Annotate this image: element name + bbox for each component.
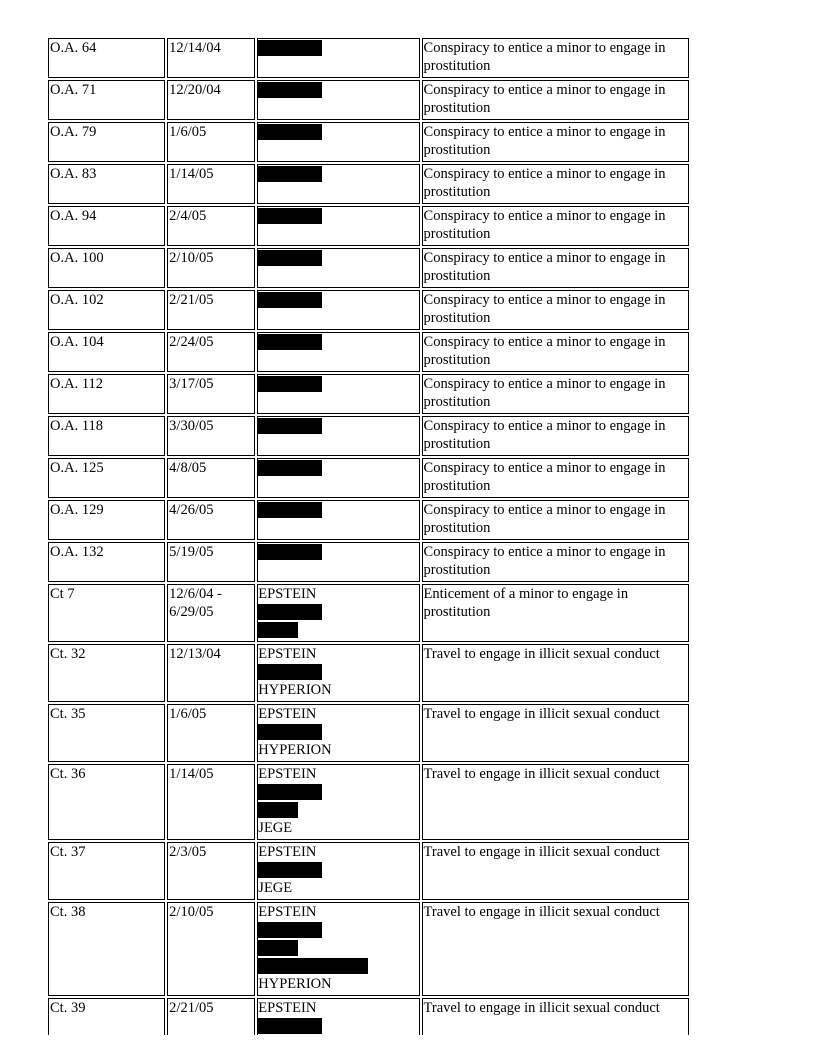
redaction-block bbox=[258, 459, 416, 477]
offense-cell: Conspiracy to entice a minor to engage in prostitution bbox=[422, 248, 689, 288]
redaction-bar bbox=[258, 724, 322, 740]
date-cell: 2/24/05 bbox=[167, 332, 255, 372]
count-cell: O.A. 64 bbox=[48, 38, 165, 78]
date-cell: 12/20/04 bbox=[167, 80, 255, 120]
party-name: EPSTEIN bbox=[258, 586, 317, 602]
redaction-bar bbox=[258, 418, 322, 434]
offense-cell: Travel to engage in illicit sexual conduct bbox=[422, 644, 689, 702]
table-row bbox=[48, 584, 689, 642]
parties-cell bbox=[257, 998, 419, 1035]
offense-cell: Enticement of a minor to engage in prostitution bbox=[422, 584, 689, 642]
redaction-bar bbox=[258, 958, 368, 974]
redaction-bar bbox=[258, 940, 298, 956]
count-cell: Ct. 37 bbox=[48, 842, 165, 900]
parties-cell bbox=[257, 374, 419, 414]
count-cell: O.A. 125 bbox=[48, 458, 165, 498]
redaction-bar bbox=[258, 922, 322, 938]
redaction-block bbox=[258, 723, 416, 741]
offense-cell: Conspiracy to entice a minor to engage in prostitution bbox=[422, 542, 689, 582]
offense-cell: Conspiracy to entice a minor to engage in prostitution bbox=[422, 80, 689, 120]
date-cell: 2/21/05 bbox=[167, 998, 255, 1035]
document-page bbox=[46, 36, 691, 1037]
redaction-bar bbox=[258, 784, 322, 800]
redaction-bar bbox=[258, 802, 298, 818]
parties-cell bbox=[257, 332, 419, 372]
redaction-block bbox=[258, 291, 416, 309]
offense-cell: Conspiracy to entice a minor to engage in prostitution bbox=[422, 416, 689, 456]
offense-cell: Conspiracy to entice a minor to engage in prostitution bbox=[422, 458, 689, 498]
redaction-block bbox=[258, 801, 416, 819]
table-row bbox=[48, 458, 689, 498]
party-name: EPSTEIN bbox=[258, 844, 317, 860]
parties-cell bbox=[257, 902, 419, 996]
parties-cell bbox=[257, 122, 419, 162]
table-row bbox=[48, 542, 689, 582]
parties-cell bbox=[257, 416, 419, 456]
count-cell: Ct. 36 bbox=[48, 764, 165, 840]
redaction-block bbox=[258, 165, 416, 183]
redaction-bar bbox=[258, 292, 322, 308]
offense-cell: Travel to engage in illicit sexual conduct bbox=[422, 998, 689, 1035]
redaction-block bbox=[258, 207, 416, 225]
party-name: JEGE bbox=[258, 880, 293, 896]
table-row bbox=[48, 998, 689, 1035]
date-cell: 3/30/05 bbox=[167, 416, 255, 456]
redaction-bar bbox=[258, 376, 322, 392]
count-cell: O.A. 132 bbox=[48, 542, 165, 582]
date-cell: 1/14/05 bbox=[167, 164, 255, 204]
count-cell: O.A. 100 bbox=[48, 248, 165, 288]
date-cell: 2/21/05 bbox=[167, 290, 255, 330]
count-cell: Ct 7 bbox=[48, 584, 165, 642]
redaction-block bbox=[258, 375, 416, 393]
redaction-block bbox=[258, 621, 416, 639]
charges-table-body bbox=[48, 38, 689, 1035]
date-cell: 12/14/04 bbox=[167, 38, 255, 78]
party-name: JEGE bbox=[258, 820, 293, 836]
party-name: EPSTEIN bbox=[258, 646, 317, 662]
redaction-block bbox=[258, 543, 416, 561]
date-cell: 5/19/05 bbox=[167, 542, 255, 582]
offense-cell: Conspiracy to entice a minor to engage in prostitution bbox=[422, 290, 689, 330]
count-cell: Ct. 38 bbox=[48, 902, 165, 996]
parties-cell bbox=[257, 584, 419, 642]
redaction-block bbox=[258, 663, 416, 681]
count-cell: O.A. 118 bbox=[48, 416, 165, 456]
party-name: HYPERION bbox=[258, 682, 332, 698]
count-cell: O.A. 83 bbox=[48, 164, 165, 204]
redaction-bar bbox=[258, 40, 322, 56]
date-cell: 12/6/04 - 6/29/05 bbox=[167, 584, 255, 642]
parties-cell bbox=[257, 164, 419, 204]
date-cell: 2/10/05 bbox=[167, 248, 255, 288]
count-cell: O.A. 79 bbox=[48, 122, 165, 162]
party-name: HYPERION bbox=[258, 742, 332, 758]
redaction-block bbox=[258, 123, 416, 141]
redaction-bar bbox=[258, 544, 322, 560]
count-cell: O.A. 102 bbox=[48, 290, 165, 330]
redaction-bar bbox=[258, 664, 322, 680]
parties-cell bbox=[257, 458, 419, 498]
offense-cell: Conspiracy to entice a minor to engage in prostitution bbox=[422, 500, 689, 540]
redaction-bar bbox=[258, 250, 322, 266]
table-row bbox=[48, 290, 689, 330]
redaction-block bbox=[258, 861, 416, 879]
table-row bbox=[48, 764, 689, 840]
party-name: EPSTEIN bbox=[258, 904, 317, 920]
table-row bbox=[48, 704, 689, 762]
count-cell: Ct. 32 bbox=[48, 644, 165, 702]
redaction-bar bbox=[258, 208, 322, 224]
table-row bbox=[48, 38, 689, 78]
table-row bbox=[48, 374, 689, 414]
redaction-block bbox=[258, 957, 416, 975]
redaction-bar bbox=[258, 124, 322, 140]
parties-cell bbox=[257, 644, 419, 702]
date-cell: 1/14/05 bbox=[167, 764, 255, 840]
table-row bbox=[48, 500, 689, 540]
table-row bbox=[48, 248, 689, 288]
table-row bbox=[48, 122, 689, 162]
table-row bbox=[48, 80, 689, 120]
date-cell: 4/26/05 bbox=[167, 500, 255, 540]
redaction-block bbox=[258, 333, 416, 351]
table-row bbox=[48, 206, 689, 246]
redaction-bar bbox=[258, 460, 322, 476]
parties-cell bbox=[257, 248, 419, 288]
offense-cell: Conspiracy to entice a minor to engage in prostitution bbox=[422, 164, 689, 204]
date-cell: 1/6/05 bbox=[167, 704, 255, 762]
redaction-block bbox=[258, 939, 416, 957]
redaction-block bbox=[258, 1017, 416, 1035]
offense-cell: Travel to engage in illicit sexual conduct bbox=[422, 704, 689, 762]
date-cell: 1/6/05 bbox=[167, 122, 255, 162]
offense-cell: Conspiracy to entice a minor to engage in prostitution bbox=[422, 332, 689, 372]
party-name: EPSTEIN bbox=[258, 766, 317, 782]
charges-table bbox=[46, 36, 691, 1037]
party-name: EPSTEIN bbox=[258, 706, 317, 722]
table-row bbox=[48, 902, 689, 996]
parties-cell bbox=[257, 764, 419, 840]
redaction-block bbox=[258, 81, 416, 99]
count-cell: Ct. 35 bbox=[48, 704, 165, 762]
date-cell: 2/3/05 bbox=[167, 842, 255, 900]
redaction-bar bbox=[258, 502, 322, 518]
redaction-bar bbox=[258, 862, 322, 878]
offense-cell: Conspiracy to entice a minor to engage in prostitution bbox=[422, 206, 689, 246]
redaction-block bbox=[258, 603, 416, 621]
date-cell: 3/17/05 bbox=[167, 374, 255, 414]
redaction-bar bbox=[258, 82, 322, 98]
redaction-bar bbox=[258, 622, 298, 638]
offense-cell: Travel to engage in illicit sexual conduct bbox=[422, 764, 689, 840]
parties-cell bbox=[257, 842, 419, 900]
parties-cell bbox=[257, 80, 419, 120]
redaction-bar bbox=[258, 166, 322, 182]
parties-cell bbox=[257, 500, 419, 540]
offense-cell: Conspiracy to entice a minor to engage in prostitution bbox=[422, 122, 689, 162]
count-cell: O.A. 129 bbox=[48, 500, 165, 540]
offense-cell: Travel to engage in illicit sexual conduct bbox=[422, 842, 689, 900]
table-row bbox=[48, 842, 689, 900]
count-cell: O.A. 112 bbox=[48, 374, 165, 414]
parties-cell bbox=[257, 704, 419, 762]
party-name: HYPERION bbox=[258, 976, 332, 992]
redaction-bar bbox=[258, 334, 322, 350]
offense-cell: Travel to engage in illicit sexual conduct bbox=[422, 902, 689, 996]
redaction-block bbox=[258, 249, 416, 267]
redaction-block bbox=[258, 39, 416, 57]
table-row bbox=[48, 332, 689, 372]
parties-cell bbox=[257, 290, 419, 330]
count-cell: O.A. 94 bbox=[48, 206, 165, 246]
count-cell: Ct. 39 bbox=[48, 998, 165, 1035]
table-row bbox=[48, 164, 689, 204]
redaction-block bbox=[258, 783, 416, 801]
count-cell: O.A. 104 bbox=[48, 332, 165, 372]
offense-cell: Conspiracy to entice a minor to engage in prostitution bbox=[422, 38, 689, 78]
redaction-block bbox=[258, 417, 416, 435]
date-cell: 4/8/05 bbox=[167, 458, 255, 498]
date-cell: 2/4/05 bbox=[167, 206, 255, 246]
parties-cell bbox=[257, 38, 419, 78]
date-cell: 2/10/05 bbox=[167, 902, 255, 996]
redaction-block bbox=[258, 501, 416, 519]
offense-cell: Conspiracy to entice a minor to engage in prostitution bbox=[422, 374, 689, 414]
redaction-block bbox=[258, 921, 416, 939]
redaction-bar bbox=[258, 604, 322, 620]
parties-cell bbox=[257, 542, 419, 582]
table-row bbox=[48, 644, 689, 702]
date-cell: 12/13/04 bbox=[167, 644, 255, 702]
party-name: EPSTEIN bbox=[258, 1000, 317, 1016]
table-row bbox=[48, 416, 689, 456]
redaction-bar bbox=[258, 1018, 322, 1034]
parties-cell bbox=[257, 206, 419, 246]
count-cell: O.A. 71 bbox=[48, 80, 165, 120]
